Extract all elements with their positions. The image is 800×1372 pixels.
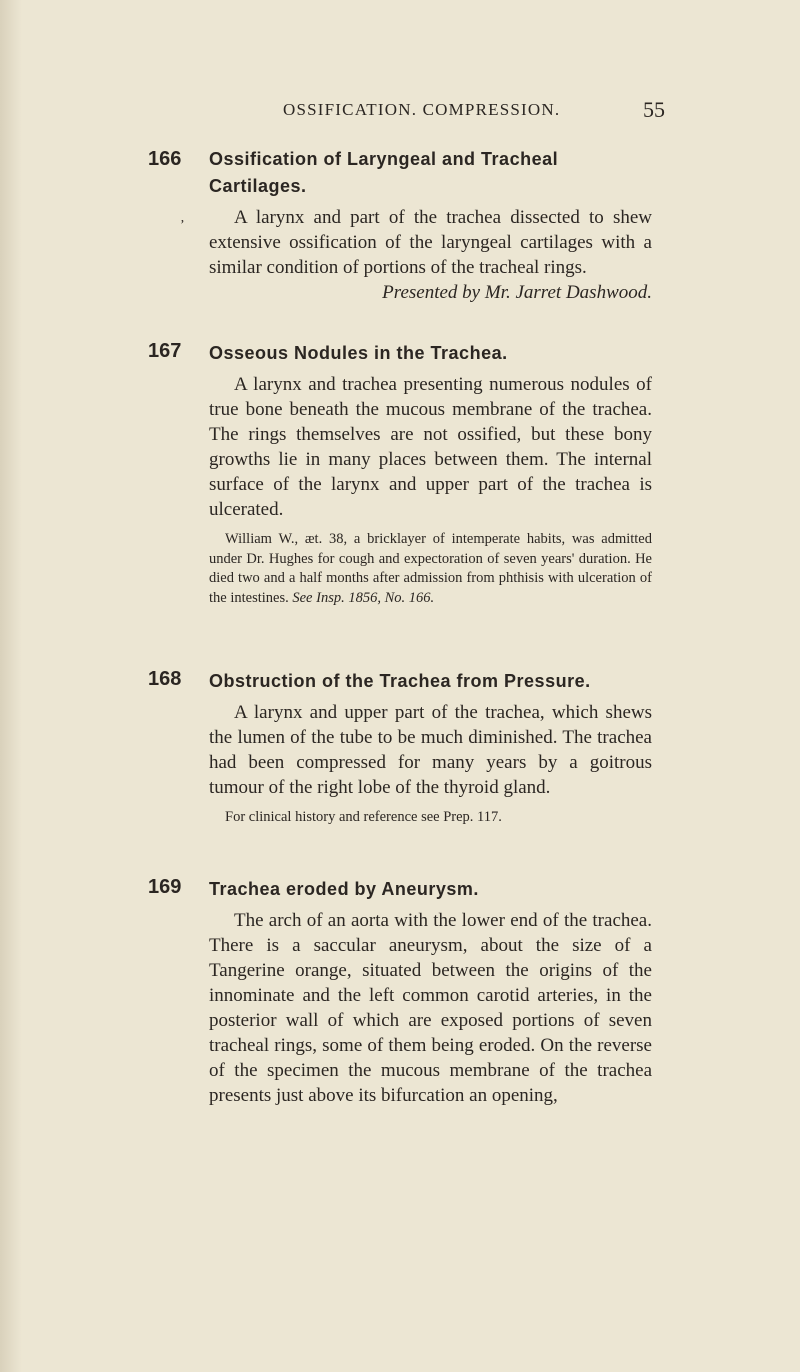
running-head [0,97,800,130]
entry-number: 169 [148,876,182,898]
entry-167 [0,340,800,608]
entry-body: The arch of an aorta with the lower end of the trachea. There is a saccular aneurysm, about the size of a Tangerine orange, situated between the origins of the innominate and the left common carotid arteries, in the posterior wall of which are exposed portions of seven tracheal rings, some of them being eroded. On the reverse of the specimen the mucous membrane of the trachea presents just above its bifurcation an opening, [209,910,652,1106]
entry-heading: Ossification of Laryngeal and Tracheal Cartilages. [209,149,559,196]
entry-heading: Obstruction of the Trachea from Pressure. [209,671,591,691]
entry-body: A larynx and upper part of the trachea, which shews the lumen of the tube to be much diminished. The trachea had been compressed for many years by a goitrous tumour of the right lobe of the thyroid gland. [209,702,652,798]
entry-number: 168 [148,668,182,690]
entry-body: A larynx and part of the trachea dissected to shew extensive ossification of the laryngeal cartilages with a similar condition of portions of the tracheal rings. [209,207,652,278]
clinical-note: For clinical history and reference see Prep. 117. [225,809,502,825]
entry-heading: Osseous Nodules in the Trachea. [209,343,508,363]
entry-number: 167 [148,340,182,362]
inspection-reference: See Insp. 1856, No. 166. [292,589,435,606]
running-title: OSSIFICATION. COMPRESSION. [283,100,561,119]
entry-heading: Trachea eroded by Aneurysm. [209,879,479,899]
entry-169 [0,876,800,1108]
entry-166 [0,146,800,306]
stray-mark: ’ [180,218,185,233]
entry-168 [0,668,800,828]
entry-body: A larynx and trachea presenting numerous nodules of true bone beneath the mucous membrane of the trachea. The rings themselves are not ossified, but these bony growths lie in many places between them. The internal surface of the larynx and upper part of the trachea is ulcerated. [209,374,652,520]
clinical-note [209,530,652,608]
page-number: 55 [643,97,665,122]
presented-by: Presented by Mr. Jarret Dashwood. [382,282,652,303]
clinical-note-text: William W., æt. 38, a bricklayer of intemperate habits, was admitted under Dr. Hughes for cough and expectoration of seven years' duration. He died two and a half months after admission from phthisis with ulceration of the intestines. [209,531,652,606]
entry-number: 166 [148,148,182,170]
